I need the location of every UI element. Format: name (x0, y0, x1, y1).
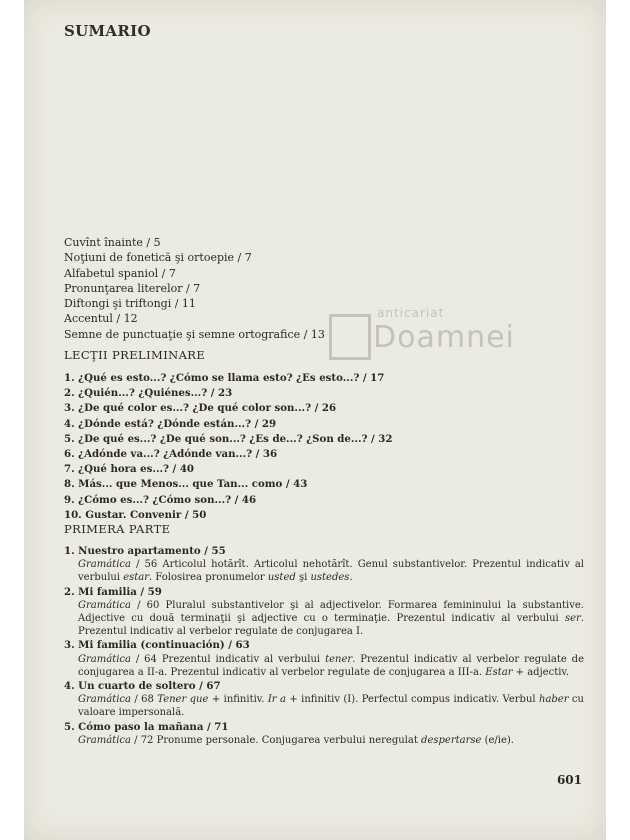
lesson-item: 8. Más... que Menos... que Tan... como / 43 (64, 478, 308, 491)
front-matter-item: Noţiuni de fonetică şi ortoepie / 7 (64, 251, 252, 265)
part-entry-description: Gramática / 64 Prezentul indicativ al verbului tener. Prezentul indicativ al verbelor regulate de conjugarea a II-a. Prezentul indicativ al verbelor regulate de conjugarea a III-a. Estar + adjectiv. (78, 653, 584, 678)
part-entry-description: Gramática / 72 Pronume personale. Conjugarea verbului neregulat despertarse (e/ie). (78, 734, 514, 746)
part-entry (64, 639, 584, 679)
primera-list (64, 545, 584, 748)
part-entry-title: 2. Mi familia / 59 (64, 585, 162, 598)
part-entry (64, 680, 584, 720)
part-entry-title: 1. Nuestro apartamento / 55 (64, 545, 226, 557)
front-matter-item: Cuvînt înainte / 5 (64, 236, 161, 249)
part-entry-title: 5. Cómo paso la mañana / 71 (64, 720, 229, 733)
watermark-logo-icon (329, 314, 371, 360)
primera-heading: PRIMERA PARTE (64, 522, 171, 536)
front-matter-item: Semne de punctuaţie şi semne ortografice / 13 (64, 327, 325, 341)
part-entry (64, 721, 584, 747)
part-entry (64, 545, 584, 585)
part-entry-title: 3. Mi familia (continuación) / 63 (64, 639, 250, 652)
part-entry-description: Gramática / 60 Pluralul substantivelor şi al adjectivelor. Formarea femininului la substantive. Adjective cu două terminaţii şi adjective cu o terminaţie. Prezentul indicativ al verbului ser. Prezentul indicativ al verbelor regulate de conjugarea I. (78, 599, 584, 638)
lesson-item: 7. ¿Qué hora es...? / 40 (64, 463, 194, 476)
watermark-small-text: anticariat (377, 306, 445, 320)
lesson-item: 1. ¿Qué es esto...? ¿Cómo se llama esto? ¿Es esto...? / 17 (64, 372, 385, 384)
front-matter-item: Accentul / 12 (64, 312, 138, 326)
lesson-item: 6. ¿Adónde va...? ¿Adónde van...? / 36 (64, 448, 278, 461)
front-matter-item: Alfabetul spaniol / 7 (64, 266, 176, 280)
lectii-list (64, 371, 584, 523)
part-entry-description: Gramática / 56 Articolul hotărît. Articolul nehotărît. Genul substantivelor. Prezentul indicativ al verbului estar. Folosirea pronumelor usted şi ustedes. (78, 559, 584, 584)
part-entry-title: 4. Un cuarto de soltero / 67 (64, 680, 221, 693)
lesson-item: 5. ¿De qué es...? ¿De qué son...? ¿Es de...? ¿Son de...? / 32 (64, 432, 393, 445)
lesson-item: 2. ¿Quién...? ¿Quiénes...? / 23 (64, 387, 233, 400)
watermark (329, 300, 515, 370)
lesson-item: 10. Gustar. Convenir / 50 (64, 508, 207, 521)
lectii-heading: LECŢII PRELIMINARE (64, 348, 206, 362)
lesson-item: 9. ¿Cómo es...? ¿Cómo son...? / 46 (64, 493, 257, 506)
part-entry-description: Gramática / 68 Tener que + infinitiv. Ir a + infinitiv (I). Perfectul compus indicativ. Verbul haber cu valoare impersonală. (78, 694, 584, 719)
lesson-item: 3. ¿De qué color es...? ¿De qué color son...? / 26 (64, 402, 337, 415)
page-number: 601 (556, 773, 582, 787)
book-page (24, 0, 606, 840)
lesson-item: 4. ¿Dónde está? ¿Dónde están...? / 29 (64, 417, 277, 430)
front-matter-item: Diftongi şi triftongi / 11 (64, 297, 196, 311)
front-matter-item: Pronunţarea literelor / 7 (64, 281, 201, 295)
watermark-big-text: Doamnei (373, 320, 515, 355)
part-entry (64, 586, 584, 639)
page-title: SUMARIO (64, 22, 151, 40)
